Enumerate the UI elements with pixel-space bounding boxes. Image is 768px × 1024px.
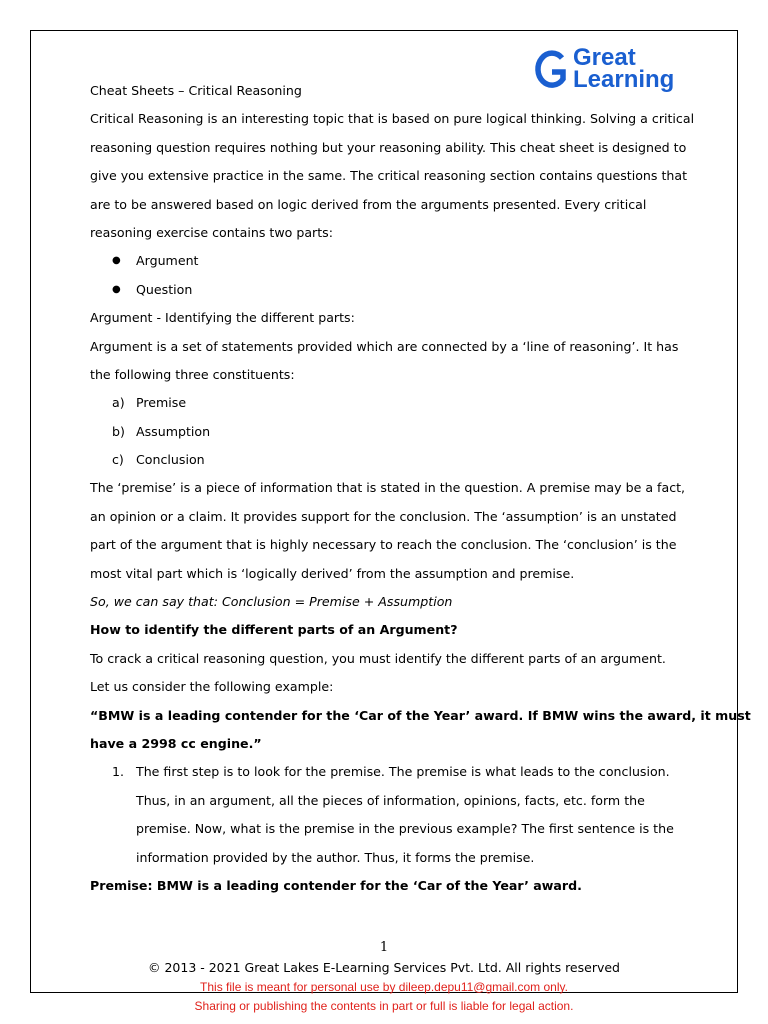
step-item-continuation: [90, 844, 680, 872]
paragraph-line: the following three constituents:: [90, 366, 295, 382]
page-number: 1: [379, 940, 389, 955]
section-heading: Argument - Identifying the different parts:: [90, 310, 355, 326]
intro-line: Critical Reasoning is an interesting topic that is based on pure logical thinking. Solving a critical: [90, 111, 695, 127]
page-title: Cheat Sheets – Critical Reasoning: [90, 83, 302, 98]
intro-line: reasoning question requires nothing but your reasoning ability. This cheat sheet is designed to: [90, 139, 687, 155]
logo-word-learning: Learning: [573, 66, 675, 93]
bullet-icon: ●: [112, 283, 121, 295]
constituent-text: Conclusion: [136, 452, 205, 468]
constituent-text: Premise: [136, 395, 187, 411]
step-text: premise. Now, what is the premise in the previous example? The first sentence is the: [136, 821, 674, 837]
logo-word-great: Great: [573, 44, 636, 71]
bullet-item: [90, 247, 680, 275]
step-item-continuation: [90, 787, 680, 815]
personal-use-notice: This file is meant for personal use by dileep.depu11@gmail.com only.: [200, 980, 568, 994]
list-marker: c): [112, 452, 124, 468]
list-marker: a): [112, 395, 125, 411]
paragraph-line: Argument is a set of statements provided which are connected by a ‘line of reasoning’. It has: [90, 338, 679, 354]
example-quote: “BMW is a leading contender for the ‘Car of the Year’ award. If BMW wins the award, it must: [90, 707, 751, 723]
premise-line: Premise: BMW is a leading contender for the ‘Car of the Year’ award.: [90, 877, 582, 893]
constituent-text: Assumption: [136, 423, 211, 439]
step-text: The first step is to look for the premise. The premise is what leads to the conclusion.: [136, 764, 670, 780]
intro-line: are to be answered based on logic derived from the arguments presented. Every critical: [90, 196, 647, 212]
paragraph-line: The ‘premise’ is a piece of information that is stated in the question. A premise may be a fact,: [90, 480, 686, 496]
step-text: information provided by the author. Thus, it forms the premise.: [136, 849, 535, 865]
paragraph-line: an opinion or a claim. It provides support for the conclusion. The ‘assumption’ is an unstated: [90, 508, 677, 524]
paragraph-line: part of the argument that is highly necessary to reach the conclusion. The ‘conclusion’ is the: [90, 537, 677, 553]
step-text: Thus, in an argument, all the pieces of information, opinions, facts, etc. form the: [136, 792, 645, 808]
bullet-item: [90, 276, 680, 304]
copyright-notice: © 2013 - 2021 Great Lakes E-Learning Services Pvt. Ltd. All rights reserved: [147, 960, 620, 975]
step-item-continuation: [90, 815, 680, 843]
bullet-icon: ●: [112, 255, 121, 267]
bullet-text: Question: [136, 281, 193, 297]
step-item: [90, 758, 680, 786]
paragraph-line: Let us consider the following example:: [90, 679, 334, 695]
list-marker: 1.: [112, 764, 125, 780]
intro-line: reasoning exercise contains two parts:: [90, 224, 333, 240]
example-quote: have a 2998 cc engine.”: [90, 735, 262, 751]
formula-line: So, we can say that: Conclusion = Premise + Assumption: [90, 594, 453, 610]
document-body: [90, 77, 751, 900]
legal-notice: Sharing or publishing the contents in part or full is liable for legal action.: [194, 999, 574, 1013]
constituent-item: [90, 418, 680, 446]
constituent-item: [90, 446, 680, 474]
intro-line: give you extensive practice in the same. The critical reasoning section contains questions that: [90, 168, 688, 184]
list-marker: b): [112, 423, 125, 439]
paragraph-line: To crack a critical reasoning question, you must identify the different parts of an argument.: [90, 650, 666, 666]
paragraph-line: most vital part which is ‘logically derived’ from the assumption and premise.: [90, 565, 575, 581]
bullet-text: Argument: [136, 253, 199, 269]
section-heading: How to identify the different parts of an Argument?: [90, 622, 458, 638]
constituent-item: [90, 389, 680, 417]
